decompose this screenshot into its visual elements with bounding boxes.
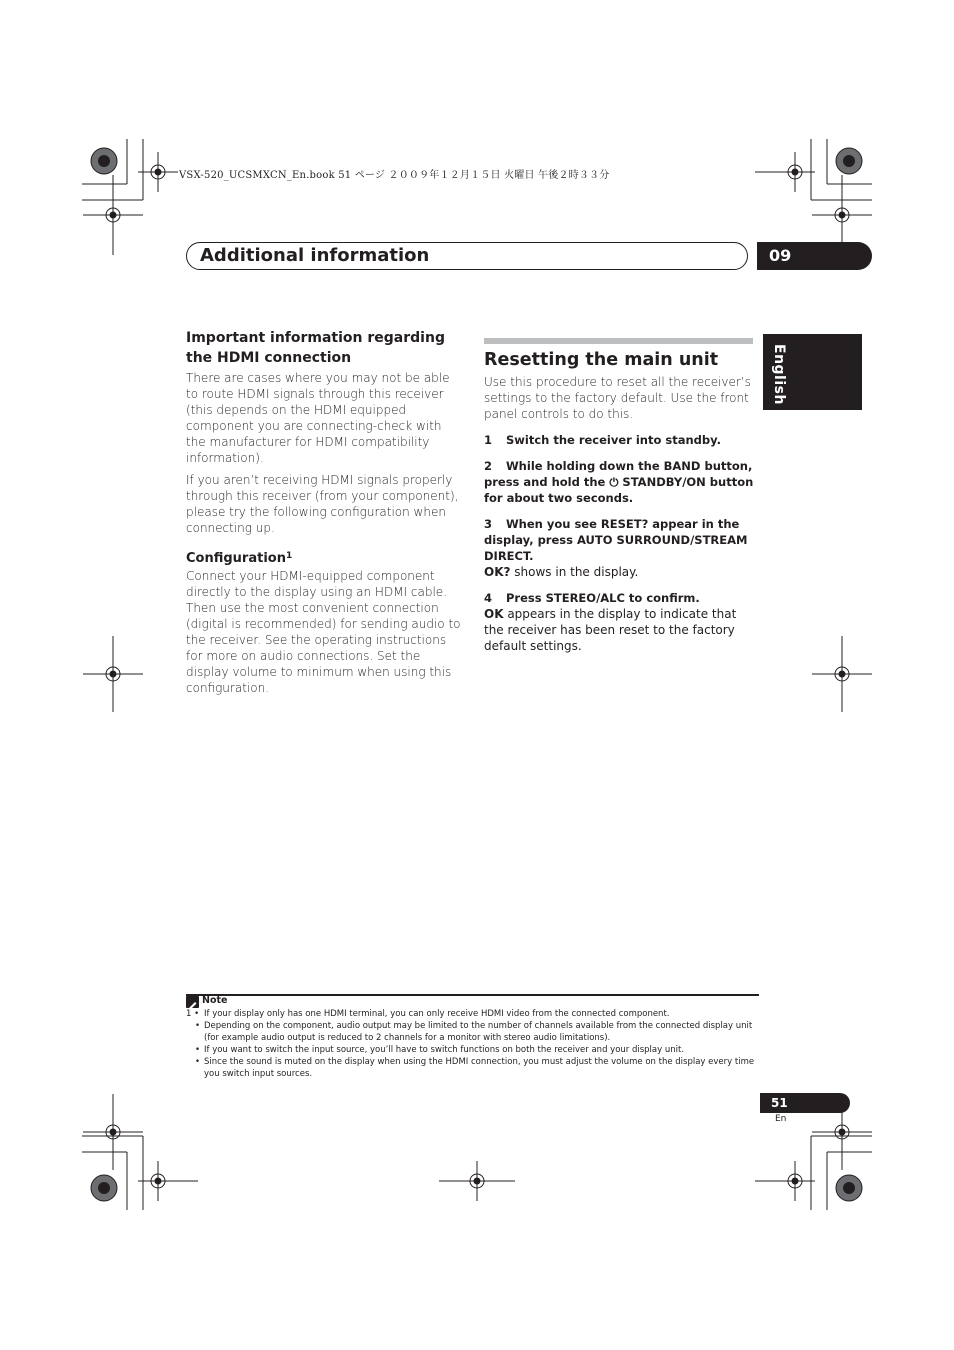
step-1: 1 Switch the receiver into standby. (484, 433, 721, 447)
language-tab (763, 334, 862, 410)
step-4: 4 Press STEREO/ALC to confirm. (484, 591, 700, 605)
right-column (484, 338, 754, 654)
reset-intro: Use this procedure to reset all the receiver’s settings to the factory default. Use the front panel controls to do this. (484, 375, 751, 421)
note-item: • Depending on the component, audio output may be limited to the number of channels available from the connected display unit (for example audio output is reduced to 2 channels for a monitor with stereo audio limitations). (195, 1021, 753, 1043)
notes-list (186, 1008, 758, 1080)
chapter-number-tab (757, 242, 872, 270)
step-4-result: OK appears in the display to indicate that the receiver has been reset to the factory default settings. (484, 607, 737, 653)
hdmi-section-heading: Important information regarding the HDMI connection (186, 330, 445, 366)
page-number: 51 (771, 1096, 788, 1110)
note-label: Note (202, 995, 228, 1006)
chapter-number: 09 (769, 246, 792, 265)
page-number-tab (760, 1093, 850, 1113)
left-column (186, 328, 462, 702)
configuration-heading-text: Configuration (186, 551, 286, 566)
note-item: • Since the sound is muted on the display when using the HDMI connection, you must adjust the volume on the display every time you switch input sources. (195, 1057, 755, 1079)
configuration-heading (186, 550, 462, 568)
note-icon (186, 996, 199, 1008)
section-rule (484, 338, 753, 344)
note-divider (186, 994, 759, 996)
hdmi-paragraph-1: There are cases where you may not be able to route HDMI signals through this receiver (this depends on the HDMI equipped component you are connecting-check with the manufacturer for HDMI compatibility information). (186, 371, 450, 465)
note-item: 1 • If your display only has one HDMI terminal, you can only receive HDMI video from the connected component. (186, 1009, 670, 1019)
configuration-paragraph: Connect your HDMI-equipped component directly to the display using an HDMI cable. Then use the most convenient connection (digital is recommended) for sending audio to the receiver. See the operating instructions for more on audio connections. Set the display volume to minimum when using this configuration. (186, 569, 461, 695)
page-title: Additional information (200, 245, 430, 266)
language-tab-label: English (771, 344, 787, 405)
footnote-ref[interactable]: 1 (285, 551, 293, 561)
step-3-result: OK? shows in the display. (484, 565, 639, 579)
print-slug-line: VSX-520_UCSMXCN_En.book 51 ページ ２００９年１２月１５日 火曜日 午後２時３３分 (179, 170, 610, 181)
step-3: 3 When you see RESET? appear in the display, press AUTO SURROUND/STREAM DIRECT. (484, 517, 748, 563)
page-language: En (775, 1114, 787, 1124)
note-item: • If you want to switch the input source, you’ll have to switch functions on both the receiver and your display unit. (195, 1045, 685, 1055)
hdmi-paragraph-2: If you aren’t receiving HDMI signals properly through this receiver (from your component), please try the following configuration when connecting up. (186, 473, 459, 535)
reset-section-heading: Resetting the main unit (484, 350, 719, 370)
step-2: 2 While holding down the BAND button, press and hold the ⏻ STANDBY/ON button for about two seconds. (484, 459, 754, 505)
